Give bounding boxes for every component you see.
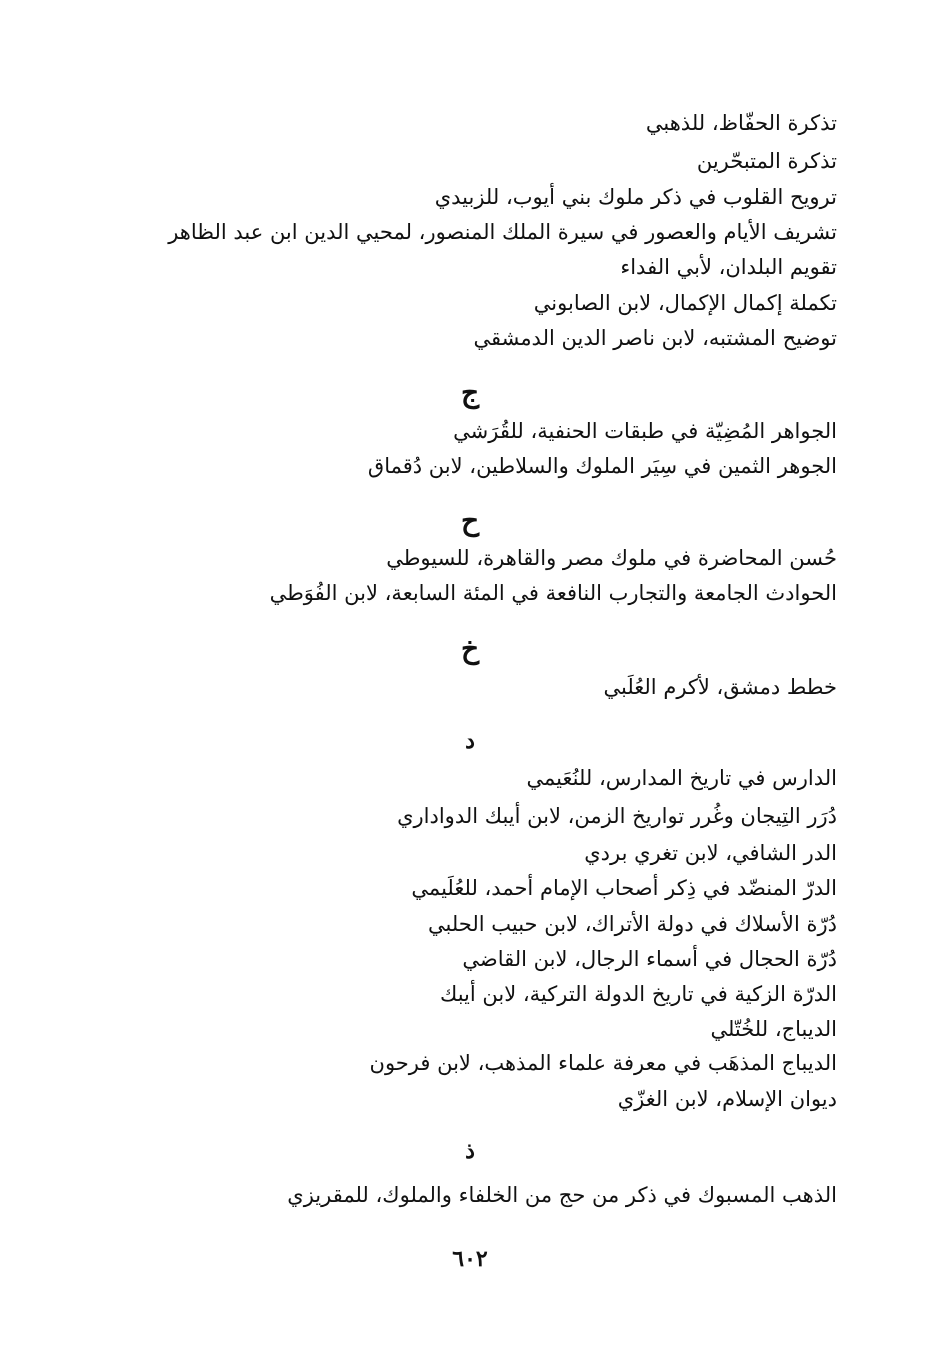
section-letter-jim: ج <box>460 376 480 409</box>
entry: تقويم البلدان، لأبي الفداء <box>620 255 837 279</box>
entry: الذهب المسبوك في ذكر من حج من الخلفاء والملوك، للمقريزي <box>287 1183 837 1207</box>
entry: تشريف الأيام والعصور في سيرة الملك المنصور، لمحيي الدين ابن عبد الظاهر <box>168 220 837 244</box>
entry: الجواهر المُضِيّة في طبقات الحنفية، للقُرَشي <box>453 419 837 443</box>
entry: الدر الشافي، لابن تغري بردي <box>584 841 837 865</box>
section-letter-dhal: ذ <box>465 1138 475 1164</box>
entry: تذكرة المتبحّرين <box>696 149 837 173</box>
entry: توضيح المشتبه، لابن ناصر الدين الدمشقي <box>473 326 837 350</box>
entry: الجوهر الثمين في سِيَر الملوك والسلاطين، لابن دُقماق <box>367 454 837 478</box>
page-number: ٦٠٢ <box>452 1246 488 1272</box>
entry: ترويح القلوب في ذكر ملوك بني أيوب، للزبيدي <box>434 185 837 209</box>
entry: تذكرة الحفّاظ، للذهبي <box>645 111 837 135</box>
section-letter-kha: خ <box>460 632 480 665</box>
section-letter-dal: د <box>465 728 475 754</box>
section-letter-ha: ح <box>460 504 480 537</box>
entry: تكملة إكمال الإكمال، لابن الصابوني <box>533 291 837 315</box>
entry: ديوان الإسلام، لابن الغزّي <box>617 1087 837 1111</box>
entry: الدارس في تاريخ المدارس، للنُعَيمي <box>526 766 837 790</box>
entry: دُرّة الحجال في أسماء الرجال، لابن القاضي <box>462 947 837 971</box>
entry: دُرّة الأسلاك في دولة الأتراك، لابن حبيب الحلبي <box>428 912 837 936</box>
entry: الدرّة الزكية في تاريخ الدولة التركية، لابن أيبك <box>440 982 837 1006</box>
entry: الحوادث الجامعة والتجارب النافعة في المئة السابعة، لابن الفُوَطي <box>269 581 837 605</box>
entry: حُسن المحاضرة في ملوك مصر والقاهرة، للسيوطي <box>386 546 837 570</box>
entry: دُرَر التِيجان وغُرر تواريخ الزمن، لابن أيبك الدواداري <box>397 804 837 828</box>
entry: الدرّ المنضّد في ذِكر أصحاب الإمام أحمد، للعُلَيمي <box>411 876 837 900</box>
entry: الديباج، للخُتّلي <box>710 1017 837 1041</box>
entry: الديباج المذهَب في معرفة علماء المذهب، لابن فرحون <box>369 1051 837 1075</box>
entry: خطط دمشق، لأكرم العُلَبي <box>603 675 837 699</box>
